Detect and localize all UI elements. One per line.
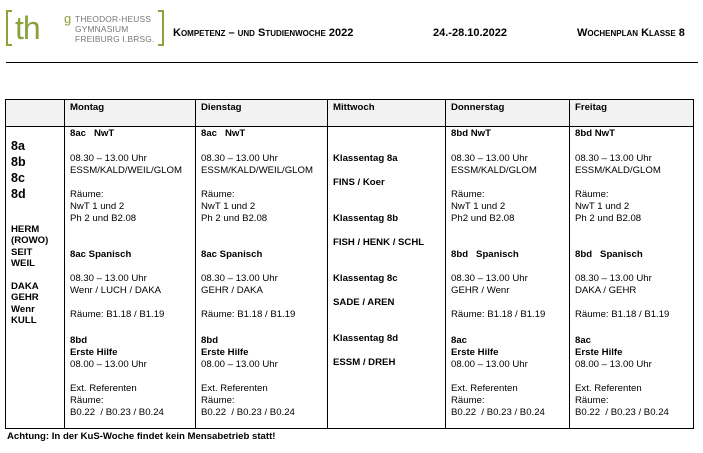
class-day-teachers: ESSM / DREH <box>333 357 396 368</box>
logo-th: th <box>15 10 40 46</box>
teacher: WEIL <box>11 258 35 270</box>
school-logo <box>6 8 156 48</box>
rooms-label: Räume: <box>575 395 609 406</box>
day-column-montag <box>64 100 195 428</box>
time: 08.30 – 13.00 Uhr <box>70 273 147 284</box>
rooms: Räume: B1.18 / B1.19 <box>201 309 296 320</box>
course-group: 8bd <box>70 335 88 346</box>
header-rule <box>6 62 698 63</box>
teachers: DAKA / GEHR <box>575 285 637 296</box>
teachers: ESSM/KALD/GLOM <box>451 165 537 176</box>
rooms-label: Räume: <box>70 189 104 200</box>
teacher: GEHR <box>11 292 39 304</box>
rooms: Räume: B1.18 / B1.19 <box>575 309 670 320</box>
rooms-label: Räume: <box>201 395 235 406</box>
logo-g: g <box>64 11 72 26</box>
course-title: 8bd NwT <box>575 128 615 139</box>
time: 08.30 – 13.00 Uhr <box>451 273 528 284</box>
plan-title: Wochenplan Klasse 8 <box>577 27 685 39</box>
course-title: 8bd NwT <box>451 128 491 139</box>
time: 08.30 – 13.00 Uhr <box>575 153 652 164</box>
course-group: 8ac <box>575 335 592 346</box>
time: 08.30 – 13.00 Uhr <box>201 153 278 164</box>
day-column-dienstag <box>195 100 327 428</box>
course-title: 8ac NwT <box>201 128 246 139</box>
rooms: Räume: B1.18 / B1.19 <box>451 309 546 320</box>
rooms-label: Räume: <box>201 189 235 200</box>
course-group: 8ac <box>451 335 468 346</box>
teacher: DAKA <box>11 281 39 292</box>
rooms: Räume: B1.18 / B1.19 <box>70 309 165 320</box>
day-header: Mittwoch <box>328 100 445 127</box>
room: NwT 1 und 2 <box>201 201 256 212</box>
class-column <box>6 100 64 428</box>
time: 08.00 – 13.00 Uhr <box>575 359 652 370</box>
course-title: 8bd Spanisch <box>575 249 643 260</box>
room: Ph 2 und B2.08 <box>575 213 642 224</box>
rooms: B0.22 / B0.23 / B0.24 <box>575 407 669 418</box>
day-header: Freitag <box>570 100 693 127</box>
school-line-1: THEODOR-HEUSS <box>75 14 152 24</box>
time: 08.30 – 13.00 Uhr <box>70 153 147 164</box>
teachers: ESSM/KALD/WEIL/GLOM <box>70 165 182 176</box>
room: NwT 1 und 2 <box>451 201 506 212</box>
schedule-table <box>5 99 694 429</box>
time: 08.30 – 13.00 Uhr <box>201 273 278 284</box>
day-column-freitag <box>569 100 693 428</box>
class-day-teachers: FINS / Koer <box>333 177 385 188</box>
class-8d: 8d <box>11 187 26 201</box>
referents: Ext. Referenten <box>575 383 642 394</box>
rooms: B0.22 / B0.23 / B0.24 <box>451 407 545 418</box>
logo-bracket-right <box>158 10 164 46</box>
day-header: Dienstag <box>196 100 327 127</box>
room: Ph 2 und B2.08 <box>201 213 268 224</box>
logo-bracket-left <box>6 10 12 46</box>
day-header: Donnerstag <box>446 100 569 127</box>
rooms-label: Räume: <box>451 395 485 406</box>
school-line-3: FREIBURG I.BRSG. <box>75 34 155 44</box>
course-title: 8bd Spanisch <box>451 249 519 260</box>
course-title: 8ac Spanisch <box>70 249 132 260</box>
time: 08.00 – 13.00 Uhr <box>451 359 528 370</box>
referents: Ext. Referenten <box>451 383 518 394</box>
class-8b: 8b <box>11 155 26 169</box>
time: 08.30 – 13.00 Uhr <box>575 273 652 284</box>
room: NwT 1 und 2 <box>575 201 630 212</box>
teachers: ESSM/KALD/GLOM <box>575 165 661 176</box>
footer-note: Achtung: In der KuS-Woche findet kein Mensabetrieb statt! <box>7 431 276 442</box>
teacher: HERM <box>11 224 40 235</box>
referents: Ext. Referenten <box>201 383 268 394</box>
course-group: 8bd <box>201 335 219 346</box>
rooms-label: Räume: <box>451 189 485 200</box>
course-title: Erste Hilfe <box>201 347 249 358</box>
corner-header <box>6 100 64 127</box>
day-column-mittwoch <box>327 100 445 428</box>
class-day: Klassentag 8c <box>333 273 398 284</box>
class-8a: 8a <box>11 139 25 153</box>
class-8c: 8c <box>11 171 25 185</box>
class-day-teachers: FISH / HENK / SCHL <box>333 237 425 248</box>
class-day: Klassentag 8b <box>333 213 399 224</box>
room: Ph 2 und B2.08 <box>70 213 137 224</box>
class-day: Klassentag 8a <box>333 153 398 164</box>
course-title: Erste Hilfe <box>575 347 623 358</box>
time: 08.30 – 13.00 Uhr <box>451 153 528 164</box>
teacher: Wenr <box>11 303 35 315</box>
school-line-2: GYMNASIUM <box>75 24 129 34</box>
course-title: Erste Hilfe <box>451 347 499 358</box>
teachers: Wenr / LUCH / DAKA <box>70 285 161 296</box>
teacher: (ROWO) <box>11 235 49 247</box>
teachers: GEHR / Wenr <box>451 285 510 296</box>
teacher: KULL <box>11 315 37 327</box>
room: Ph2 und B2.08 <box>451 213 515 224</box>
page-title: Kompetenz – und Studienwoche 2022 <box>173 27 354 39</box>
course-title: 8ac NwT <box>70 128 115 139</box>
course-title: 8ac Spanisch <box>201 249 263 260</box>
school-name <box>75 14 155 44</box>
course-title: Erste Hilfe <box>70 347 118 358</box>
rooms-label: Räume: <box>575 189 609 200</box>
rooms: B0.22 / B0.23 / B0.24 <box>70 407 164 418</box>
room: NwT 1 und 2 <box>70 201 125 212</box>
teachers: GEHR / DAKA <box>201 285 263 296</box>
time: 08.00 – 13.00 Uhr <box>201 359 278 370</box>
day-header: Montag <box>65 100 195 127</box>
rooms: B0.22 / B0.23 / B0.24 <box>201 407 295 418</box>
class-day: Klassentag 8d <box>333 333 399 344</box>
date-range: 24.-28.10.2022 <box>433 27 508 39</box>
referents: Ext. Referenten <box>70 383 137 394</box>
rooms-label: Räume: <box>70 395 104 406</box>
class-day-teachers: SADE / AREN <box>333 297 395 308</box>
teachers: ESSM/KALD/WEIL/GLOM <box>201 165 313 176</box>
teacher: SEIT <box>11 246 33 258</box>
time: 08.00 – 13.00 Uhr <box>70 359 147 370</box>
day-column-donnerstag <box>445 100 569 428</box>
